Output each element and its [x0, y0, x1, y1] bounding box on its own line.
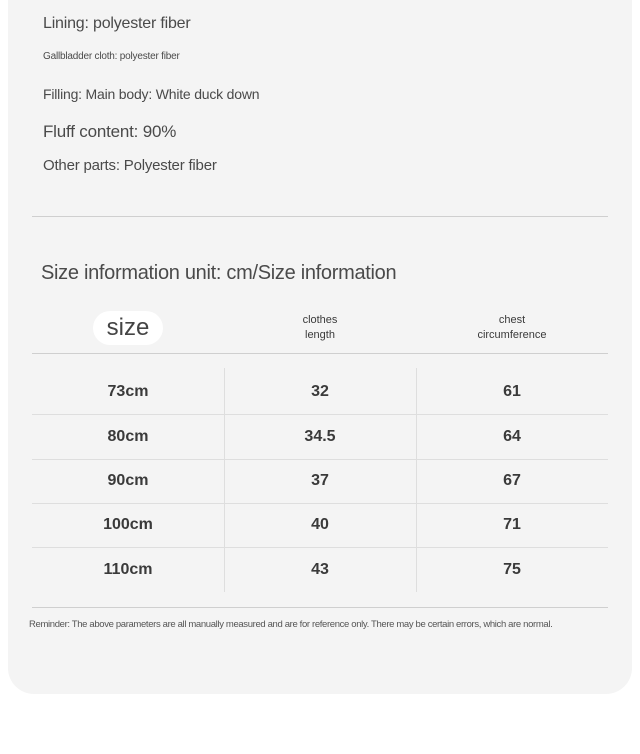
- spec-gallbladder-cloth: Gallbladder cloth: polyester fiber: [43, 51, 180, 62]
- reminder-note: Reminder: The above parameters are all manually measured and are for reference only. There may be certain errors, which are normal.: [29, 619, 553, 630]
- clothes-length-cell: 40: [311, 516, 329, 533]
- clothes-length-cell: 43: [311, 561, 329, 578]
- spec-filling: Filling: Main body: White duck down: [43, 86, 260, 102]
- size-cell: 100cm: [103, 516, 153, 533]
- chest-circumference-cell: 64: [503, 428, 521, 445]
- size-info-title: Size information unit: cm/Size information: [41, 262, 397, 284]
- table-row: [32, 459, 608, 504]
- table-row: [32, 548, 608, 592]
- chest-circumference-cell: 71: [503, 516, 521, 533]
- clothes-length-header: clothes length: [302, 314, 338, 341]
- spec-fluff-content: Fluff content: 90%: [43, 122, 177, 141]
- clothes-length-cell: 34.5: [304, 428, 336, 445]
- spec-other-parts: Other parts: Polyester fiber: [43, 157, 217, 174]
- spec-lining: Lining: polyester fiber: [43, 15, 191, 32]
- table-row: [32, 370, 608, 415]
- size-cell: 73cm: [107, 383, 149, 400]
- size-cell: 80cm: [107, 428, 149, 445]
- table-row: [32, 503, 608, 548]
- size-header: [32, 305, 224, 351]
- column-separator: [224, 368, 225, 592]
- size-cell: 90cm: [107, 472, 149, 489]
- clothes-length-cell: 37: [311, 472, 329, 489]
- chest-circumference-header: chest circumference: [477, 314, 547, 341]
- chest-circumference-cell: 75: [503, 561, 521, 578]
- header-divider: [32, 353, 608, 354]
- size-header-label: size: [93, 311, 164, 345]
- chest-circumference-cell: 67: [503, 472, 521, 489]
- section-divider: [32, 216, 608, 217]
- column-separator: [416, 368, 417, 592]
- chest-circumference-cell: 61: [503, 383, 521, 400]
- clothes-length-cell: 32: [311, 383, 329, 400]
- size-cell: 110cm: [103, 561, 153, 578]
- table-row: [32, 415, 608, 460]
- table-bottom-divider: [32, 607, 608, 608]
